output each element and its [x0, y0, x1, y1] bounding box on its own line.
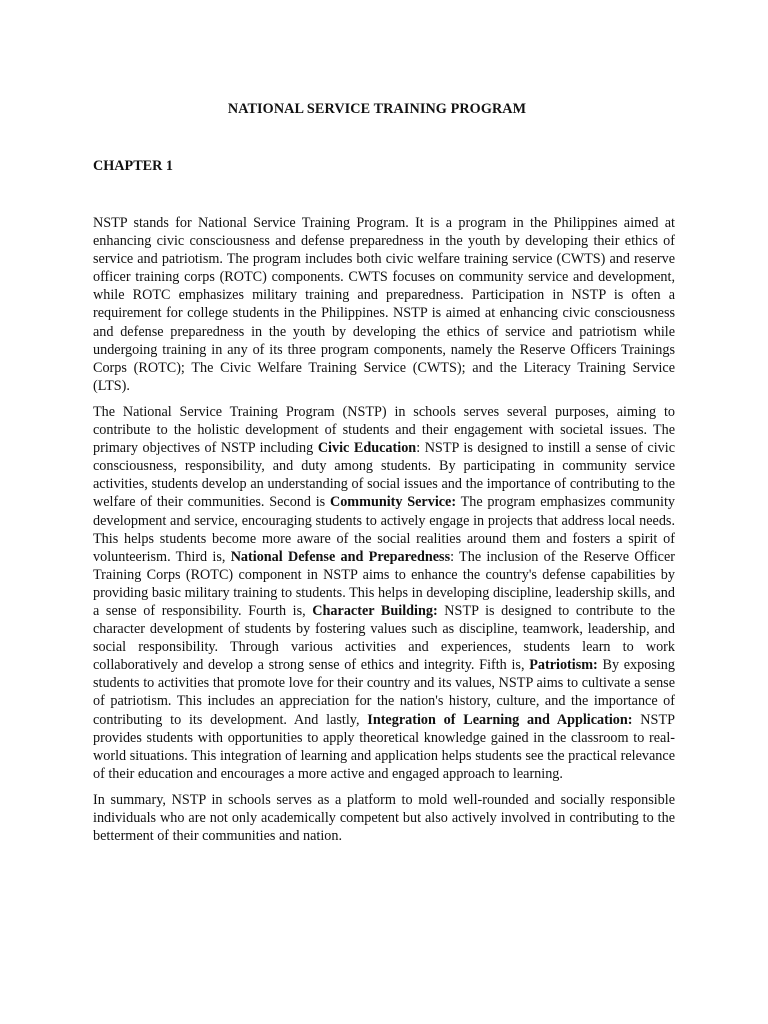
- objectives-text-6: By exposing students to activities that promote love for their country and its values, NSTP aims to cultivate a sense of patriotism. This includes an appreciation for the nation's history, culture, and the importance of contributing to its development. And lastly,: [93, 657, 675, 728]
- objectives-text-2: : NSTP is designed to instill a sense of civic consciousness, responsibility, and duty among students. By participating in community service activities, students develop an understanding of social issues and the importance of contributing to the welfare of their communities. Second is: [93, 440, 676, 511]
- objectives-text-7: NSTP provides students with opportunities to apply theoretical knowledge gained in the classroom to real-world situations. This integration of learning and application helps students see the practical relevance of their education and encourages a more active and engaged approach to learning.: [93, 711, 675, 782]
- chapter-heading: CHAPTER 1: [93, 158, 174, 174]
- page-title: NATIONAL SERVICE TRAINING PROGRAM: [227, 101, 527, 117]
- objective-patriotism: Patriotism:: [529, 657, 598, 674]
- objective-character-building: Character Building:: [312, 602, 438, 619]
- paragraph-intro: NSTP stands for National Service Training Program. It is a program in the Philippines aimed at enhancing civic consciousness and defense preparedness in the youth by developing their ethics of service and patriotism. The program includes both civic welfare training service (CWTS) and reserve officer training corps (ROTC) components. CWTS focuses on community service and development, while ROTC emphasizes military training and preparedness. Participation in NSTP is often a requirement for college students in the Philippines. NSTP is aimed at enhancing civic consciousness and defense preparedness in the youth by developing the ethics of service and patriotism while undergoing training in any of its three program components, namely the Reserve Officers Trainings Corps (ROTC); The Civic Welfare Training Service (CWTS); and the Literacy Training Service (LTS).: [93, 215, 675, 394]
- body-text: [93, 214, 675, 853]
- objectives-text-4: : The inclusion of the Reserve Officer Training Corps (ROTC) component in NSTP aims to enhance the country's defense capabilities by providing basic military training to students. This helps in developing discipline, leadership skills, and a sense of responsibility. Fourth is,: [93, 548, 675, 619]
- objectives-text-1: The National Service Training Program (NSTP) in schools serves several purposes, aiming to contribute to the holistic development of students and their engagement with societal issues. The primary objectives of NSTP including: [93, 403, 675, 457]
- objectives-text-3: The program emphasizes community development and service, encouraging students to actively engage in projects that address local needs. This helps students become more aware of the social realities around them and fosters a spirit of volunteerism. Third is,: [93, 494, 676, 565]
- objective-community-service: Community Service:: [329, 494, 457, 511]
- objectives-text-5: NSTP is designed to contribute to the character development of students by fostering values such as discipline, teamwork, leadership, and social responsibility. Through various activities and experiences, students learn to work collaboratively and develop a strong sense of ethics and integrity. Fifth is,: [93, 602, 676, 674]
- objective-integration: Integration of Learning and Application:: [367, 711, 633, 728]
- paragraph-summary: In summary, NSTP in schools serves as a platform to mold well-rounded and socially responsible individuals who are not only academically competent but also actively involved in contributing to the betterment of their communities and nation.: [93, 791, 675, 845]
- objective-civic-education: Civic Education: [317, 440, 417, 457]
- objective-national-defense: National Defense and Preparedness: [230, 548, 451, 565]
- paragraph-objectives: [93, 403, 675, 783]
